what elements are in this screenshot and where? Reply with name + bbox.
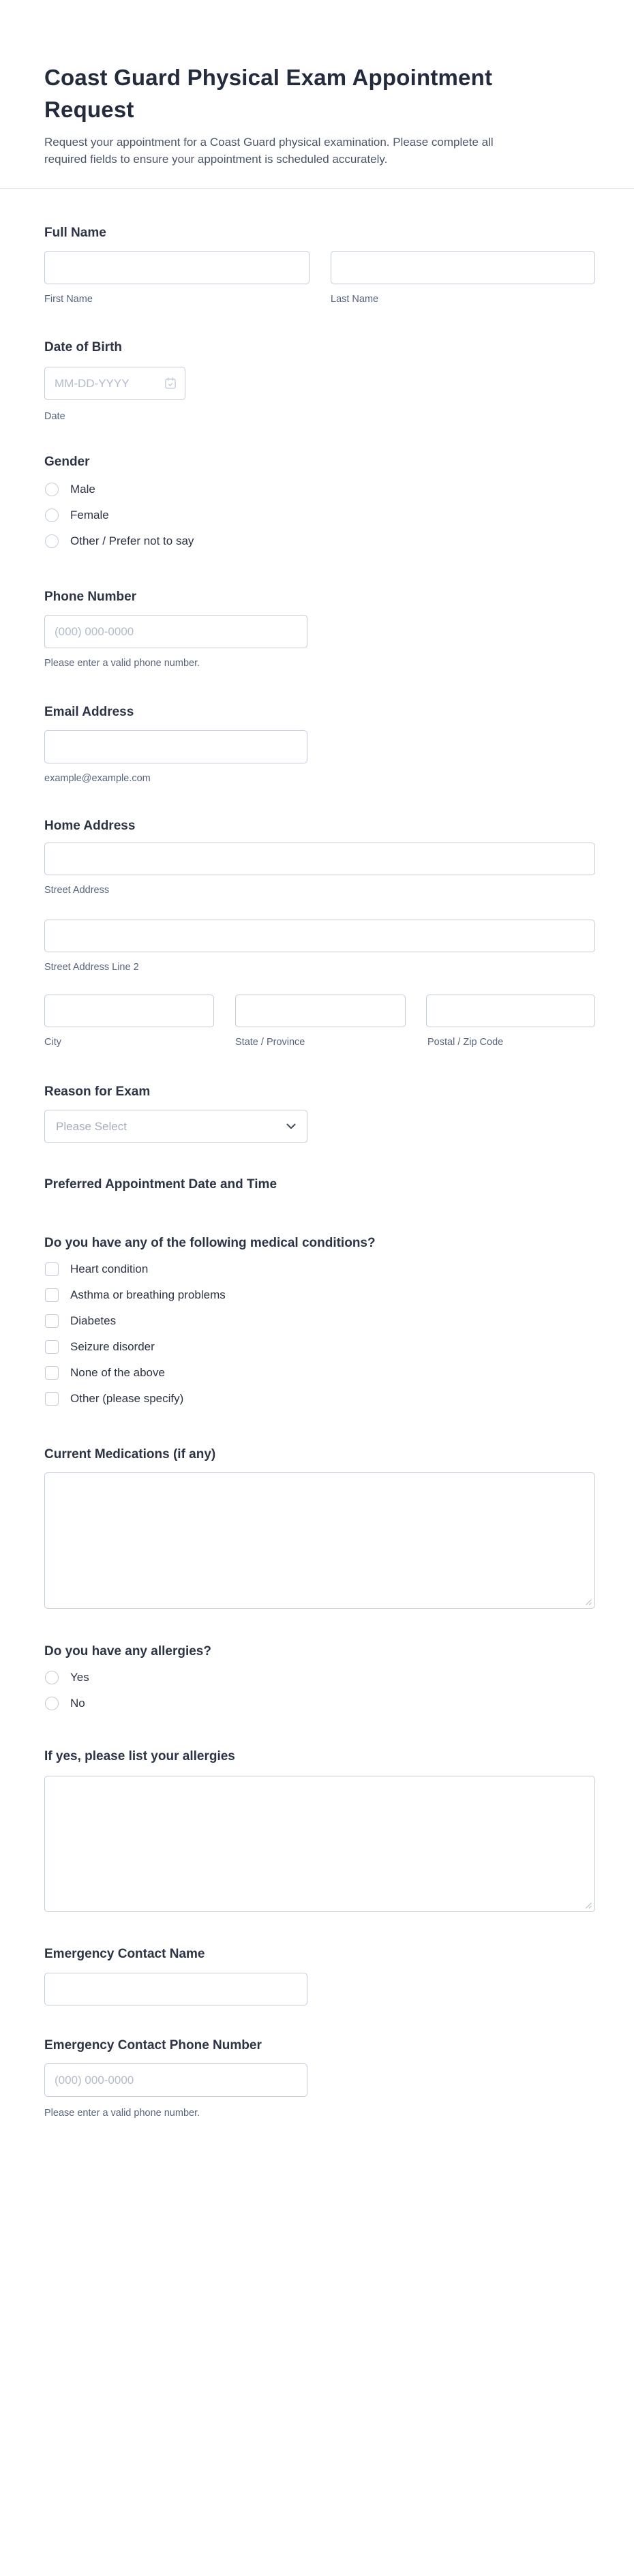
emergency-contact-name-label: Emergency Contact Name: [44, 1947, 205, 1961]
checkbox-option-label: Asthma or breathing problems: [70, 1288, 226, 1301]
phone-sublabel: Please enter a valid phone number.: [44, 658, 200, 669]
radio-option-label: Male: [70, 483, 95, 496]
form-header: [44, 61, 569, 168]
city-sublabel: City: [44, 1037, 61, 1048]
radio-button[interactable]: [45, 1671, 59, 1684]
condition-option-diabetes[interactable]: [45, 1314, 116, 1328]
emergency-contact-phone-field: [44, 2037, 595, 2119]
checkbox-option-label: Seizure disorder: [70, 1340, 155, 1353]
calendar-check-icon[interactable]: [164, 376, 177, 390]
allergies-question-label: Do you have any allergies?: [44, 1644, 211, 1658]
phone-input[interactable]: [44, 615, 307, 648]
condition-option-other[interactable]: [45, 1392, 183, 1406]
gender-option-female[interactable]: [45, 509, 109, 522]
city-input[interactable]: [44, 995, 214, 1027]
gender-option-male[interactable]: [45, 483, 95, 496]
emergency-contact-name-field: [44, 1946, 595, 1962]
email-address-label: Email Address: [44, 705, 134, 719]
condition-option-none[interactable]: [45, 1366, 165, 1380]
allergies-list-field: [44, 1748, 595, 1764]
header-divider: [0, 188, 634, 189]
street-address-sublabel: Street Address: [44, 885, 110, 896]
postal-zip-input[interactable]: [426, 995, 595, 1027]
emergency-contact-name-input[interactable]: [44, 1973, 307, 2005]
emergency-contact-phone-input[interactable]: [44, 2063, 307, 2097]
phone-number-label: Phone Number: [44, 590, 137, 604]
state-province-input[interactable]: [235, 995, 406, 1027]
email-sublabel: example@example.com: [44, 773, 151, 784]
medical-conditions-label: Do you have any of the following medical conditions?: [44, 1236, 376, 1250]
postal-zip-sublabel: Postal / Zip Code: [427, 1037, 504, 1048]
preferred-appointment-label: Preferred Appointment Date and Time: [44, 1177, 277, 1192]
checkbox-option-label: Diabetes: [70, 1314, 117, 1327]
checkbox[interactable]: [45, 1288, 59, 1302]
allergies-list-label: If yes, please list your allergies: [44, 1749, 235, 1763]
medications-textarea[interactable]: [44, 1472, 595, 1609]
checkbox[interactable]: [45, 1340, 59, 1354]
emergency-contact-phone-label: Emergency Contact Phone Number: [44, 2038, 262, 2052]
allergies-textarea-wrap: [44, 1776, 595, 1912]
gender-label: Gender: [44, 455, 90, 469]
reason-for-exam-label: Reason for Exam: [44, 1085, 151, 1099]
last-name-input[interactable]: [331, 251, 595, 284]
radio-option-label: No: [70, 1697, 85, 1710]
date-input-wrap: [44, 367, 185, 400]
radio-button[interactable]: [45, 534, 59, 548]
radio-button[interactable]: [45, 1697, 59, 1710]
phone-number-field: [44, 589, 595, 669]
reason-for-exam-field: [44, 1084, 595, 1133]
current-medications-label: Current Medications (if any): [44, 1447, 216, 1461]
condition-option-asthma[interactable]: [45, 1288, 226, 1302]
first-name-sublabel: First Name: [44, 294, 93, 305]
email-address-field: [44, 704, 595, 784]
email-input[interactable]: [44, 730, 307, 763]
checkbox-option-label: Other (please specify): [70, 1392, 184, 1405]
resize-grip-icon[interactable]: [584, 1598, 592, 1606]
preferred-appointment-field: [44, 1177, 595, 1192]
date-of-birth-field: [44, 339, 595, 422]
checkbox[interactable]: [45, 1314, 59, 1328]
chevron-down-icon: [286, 1123, 296, 1130]
reason-select-value: Please Select: [56, 1119, 127, 1133]
gender-field: [44, 454, 595, 547]
date-of-birth-label: Date of Birth: [44, 340, 122, 354]
full-name-field: [44, 225, 595, 305]
radio-option-label: Other / Prefer not to say: [70, 534, 194, 547]
checkbox[interactable]: [45, 1262, 59, 1276]
gender-option-other[interactable]: [45, 534, 194, 548]
allergies-textarea[interactable]: [44, 1776, 595, 1912]
radio-button[interactable]: [45, 509, 59, 522]
checkbox[interactable]: [45, 1392, 59, 1406]
resize-grip-icon[interactable]: [584, 1901, 592, 1909]
street-address-line2-sublabel: Street Address Line 2: [44, 962, 139, 973]
street-address-input[interactable]: [44, 843, 595, 875]
home-address-field: [44, 818, 595, 1048]
medical-conditions-field: [44, 1235, 595, 1405]
page-title: Coast Guard Physical Exam Appointment Request: [44, 65, 493, 122]
emergency-contact-phone-sublabel: Please enter a valid phone number.: [44, 2108, 200, 2119]
condition-option-seizure[interactable]: [45, 1340, 155, 1354]
condition-option-heart[interactable]: [45, 1262, 148, 1276]
checkbox-option-label: Heart condition: [70, 1262, 149, 1275]
last-name-sublabel: Last Name: [331, 294, 379, 305]
checkbox[interactable]: [45, 1366, 59, 1380]
home-address-label: Home Address: [44, 819, 136, 833]
medications-textarea-wrap: [44, 1472, 595, 1609]
page-subtitle: Request your appointment for a Coast Guard physical examination. Please complete all required fields to ensure your appointment is scheduled accurately.: [44, 136, 494, 166]
street-address-line2-input[interactable]: [44, 920, 595, 952]
allergies-question-field: [44, 1643, 595, 1710]
reason-select[interactable]: [44, 1110, 307, 1143]
radio-option-label: Yes: [70, 1671, 89, 1684]
state-province-sublabel: State / Province: [235, 1037, 305, 1048]
current-medications-field: [44, 1446, 595, 1462]
radio-button[interactable]: [45, 483, 59, 496]
radio-option-label: Female: [70, 509, 109, 521]
allergies-option-no[interactable]: [45, 1697, 85, 1710]
allergies-option-yes[interactable]: [45, 1671, 89, 1684]
checkbox-option-label: None of the above: [70, 1366, 165, 1379]
first-name-input[interactable]: [44, 251, 310, 284]
full-name-label: Full Name: [44, 226, 106, 240]
date-sublabel: Date: [44, 411, 65, 422]
